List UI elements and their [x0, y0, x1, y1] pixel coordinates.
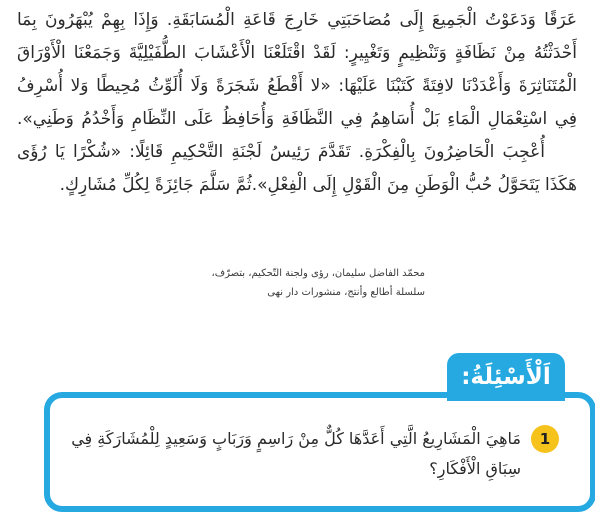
questions-header	[447, 353, 565, 401]
source-citation	[155, 264, 425, 302]
source-citation-line: محمّد الفاضل سليمان، رؤى ولجنة التّحكيم، بتصرّف،	[211, 268, 425, 279]
story-line: فِي اسْتِعْمَالِ الْمَاءِ بَلْ أُسَاهِمُ فِي النَّظَافَةِ وَأُحَافِظُ عَلَى النِّظَامِ وَأَخْدُمُ وَطَنِي».	[17, 109, 577, 129]
question-text: مَاهِيَ الْمَشَارِيعُ الَّتِي أَعَدَّهَا كُلٌّ مِنْ رَاسِمٍ وَرَبَابٍ وَسَعِيدٍ لِلْمُشَارَكَةِ فِي سِبَاقِ الْأَفْكَارِ؟	[71, 429, 521, 478]
story-line: أَحْدَثْتُهُ مِنْ نَظَافَةٍ وَتَنْظِيمٍ وَتَغْيِيرٍ: لَقَدْ اقْتَلَعْنَا الْأَعْشَابَ الطُّفَيْلِيَّةَ وَجَمَعْنَا الْأَوْرَاقَ	[17, 43, 577, 63]
question-item	[39, 424, 559, 484]
source-citation-line: سلسلة أطالع وأنتج، منشورات دار نهى	[267, 287, 425, 298]
story-line: هَكَذَا يَتَحَوَّلُ حُبُّ الْوَطَنِ مِنَ الْقَوْلِ إِلَى الْفِعْلِ».ثُمَّ سَلَّمَ جَائِزَةً لِكُلِّ مُشَارِكٍ.	[59, 175, 577, 195]
story-line: عَرَقًا وَدَعَوْتُ الْجَمِيعَ إِلَى مُصَاحَبَتِي خَارِجَ قَاعَةِ الْمُسَابَقَةِ. وَإِذَا بِهِمْ يُبْهَرُونَ بِمَا	[17, 10, 577, 30]
questions-title: اَلْأَسْئِلَةُ:	[461, 364, 551, 390]
story-text	[17, 4, 577, 202]
question-number-badge: 1	[531, 425, 559, 453]
story-line: أُعْجِبَ الْحَاضِرُونَ بِالْفِكْرَةِ. تَقَدَّمَ رَئِيسُ لَجْنَةِ التَّحْكِيمِ قَائِلًا: «شُكْرًا يَا رُؤَى	[17, 142, 545, 162]
story-line: الْمُتَنَاثِرَةَ وَأَعْدَدْنَا لافِتَةً كَتَبْنَا عَلَيْهَا: «لا أَقْطَعُ شَجَرَةً وَلَا أُلَوِّثُ مُحِيطًا وَلا أُسْرِفُ	[17, 76, 577, 96]
